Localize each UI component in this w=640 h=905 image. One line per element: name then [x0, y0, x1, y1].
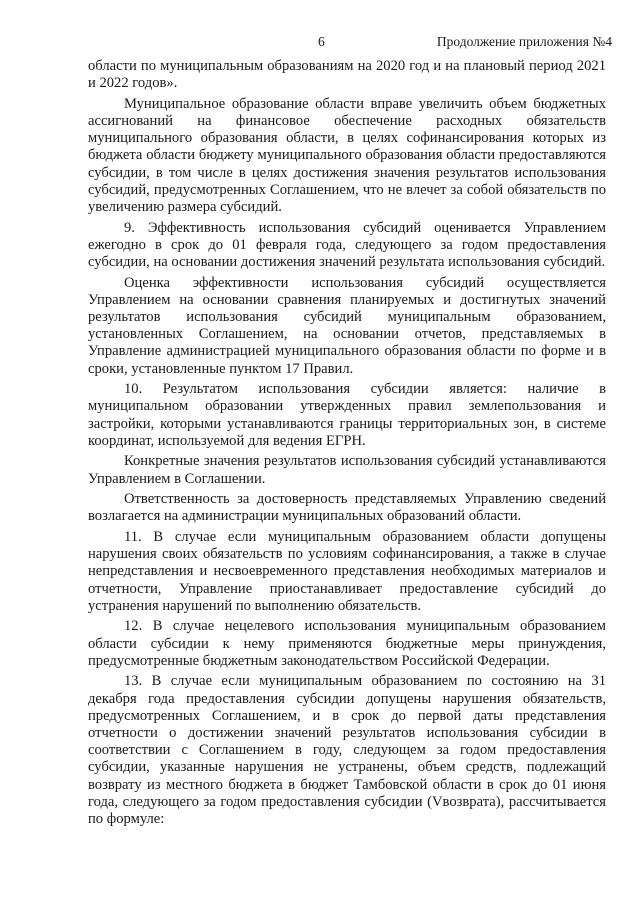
paragraph-item-9: 9. Эффективность использования субсидий оценивается Управлением ежегодно в срок до 01 февраля года, следующего за годом предоставления субсидии, на основании достижения значений результата использования субсидий.	[88, 219, 606, 271]
paragraph-budget-increase: Муниципальное образование области вправе увеличить объем бюджетных ассигнований на финансовое обеспечение расходных обязательств муниципального образования области, в целях софинансирования которых из бюджета области бюджету муниципального образования области предоставляются субсидии, в том числе в целях достижения значения результатов использования субсидий, предусмотренных Соглашением, что не влечет за собой обязательств по увеличению размера субсидий.	[88, 95, 606, 216]
page-number: 6	[318, 34, 325, 49]
paragraph-efficiency-assessment: Оценка эффективности использования субсидий осуществляется Управлением на основании сравнения планируемых и достигнутых значений результатов использования субсидий муниципальным образованием, установленных Соглашением, на основании отчетов, представляемых в Управление администрацией муниципального образования области по форме и в сроки, установленные пунктом 17 Правил.	[88, 274, 606, 377]
paragraph-continuation: области по муниципальным образованиям на 2020 год и на плановый период 2021 и 2022 годов».	[88, 58, 606, 92]
paragraph-specific-values: Конкретные значения результатов использования субсидий устанавливаются Управлением в Соглашении.	[88, 453, 606, 487]
page-header	[0, 34, 640, 54]
paragraph-item-11: 11. В случае если муниципальным образованием области допущены нарушения своих обязательств по условиям софинансирования, а также в случае непредставления и несвоевременного представления необходимых материалов и отчетности, Управление приостанавливает предоставление субсидий до устранения нарушений по выполнению обязательств.	[88, 529, 606, 614]
paragraph-item-10: 10. Результатом использования субсидии является: наличие в муниципальном образовании утвержденных правил землепользования и застройки, которыми устанавливаются границы территориальных зон, в системе координат, используемой для ведения ЕГРН.	[88, 381, 606, 449]
appendix-note: Продолжение приложения №4	[436, 34, 612, 49]
paragraph-responsibility: Ответственность за достоверность представляемых Управлению сведений возлагается на администрации муниципальных образований области.	[88, 491, 606, 525]
paragraph-item-12: 12. В случае нецелевого использования муниципальным образованием области субсидии к нему применяются бюджетные меры принуждения, предусмотренные бюджетным законодательством Российской Федерации.	[88, 618, 606, 669]
document-body	[88, 58, 606, 832]
paragraph-item-13: 13. В случае если муниципальным образованием по состоянию на 31 декабря года предоставления субсидии допущены нарушения обязательств, предусмотренных Соглашением, и в срок до первой даты представления отчетности о достижении значений результатов использования субсидии в соответствии с Соглашением в году, следующем за годом предоставления субсидии, указанные нарушения не устранены, объем средств, подлежащий возврату из местного бюджета в бюджет Тамбовской области в срок до 01 июня года, следующего за годом предоставления субсидии (Vвозврата), рассчитывается по формуле:	[88, 673, 606, 828]
